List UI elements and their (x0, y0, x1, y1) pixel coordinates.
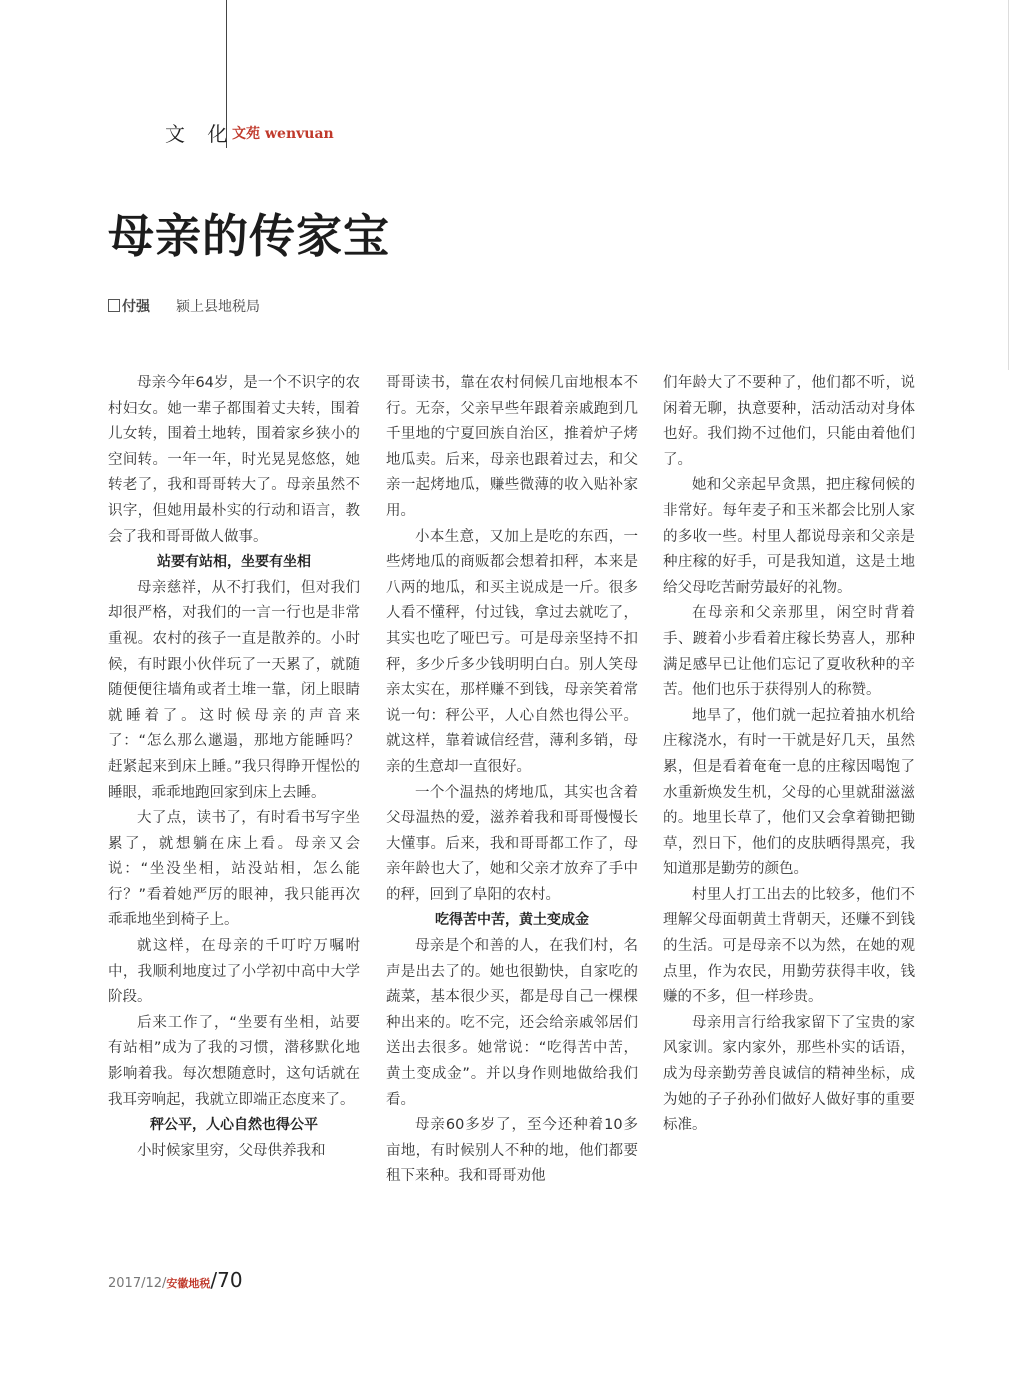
text-column-3 (663, 371, 915, 1139)
paragraph-continued: 哥哥读书，靠在农村伺候几亩地根本不行。无奈，父亲早些年跟着亲戚跑到几千里地的宁夏回族自治区，推着炉子烤地瓜卖。后来，母亲也跟着过去，和父亲一起烤地瓜，赚些微薄的收入贴补家用。 (386, 375, 638, 519)
section-heading: 吃得苦中苦，黄土变成金 (435, 912, 589, 929)
byline (108, 296, 260, 316)
text-column-2 (386, 371, 638, 1190)
author-name: 付强 (122, 299, 150, 315)
magazine-name: 安徽地税 (166, 1277, 211, 1290)
text-column-1 (108, 371, 360, 1164)
paragraph: 母亲是个和善的人，在我们村，名声是出去了的。她也很勤快，自家吃的蔬菜，基本很少买，都是母自己一棵棵种出来的。吃不完，还会给亲戚邻居们送出去很多。她常说：“吃得苦中苦，黄土变成金”。并以身作则地做给我们看。 (386, 938, 638, 1108)
author-affiliation: 颍上县地税局 (176, 299, 260, 315)
column-name-en: wenvuan (265, 126, 334, 142)
section-heading: 秤公平，人心自然也得公平 (150, 1117, 318, 1134)
page-edge (1008, 0, 1020, 370)
author-box-icon (108, 299, 120, 312)
paragraph: 地旱了，他们就一起拉着抽水机给庄稼浇水，有时一干就是好几天，虽然累，但是看着奄奄一息的庄稼因喝饱了水重新焕发生机，父母的心里就甜滋滋的。地里长草了，他们又会拿着锄把锄草，烈日下，他们的皮肤晒得黑亮，我知道那是勤劳的颜色。 (663, 707, 915, 878)
paragraph: 一个个温热的烤地瓜，其实也含着父母温热的爱，滋养着我和哥哥慢慢长大懂事。后来，我和哥哥都工作了，母亲年龄也大了，她和父亲才放弃了手中的秤，回到了阜阳的农村。 (386, 784, 638, 903)
paragraph: 在母亲和父亲那里，闲空时背着手、踱着小步看着庄稼长势喜人，那种满足感早已让他们忘记了夏收秋种的辛苦。他们也乐于获得别人的称赞。 (663, 605, 915, 699)
paragraph: 村里人打工出去的比较多，他们不理解父母面朝黄土背朝天，还赚不到钱的生活。可是母亲不以为然，在她的观点里，作为农民，用勤劳获得丰收，钱赚的不多，但一样珍贵。 (663, 886, 915, 1006)
paragraph: 她和父亲起早贪黑，把庄稼伺候的非常好。每年麦子和玉米都会比别人家的多收一些。村里人都说母亲和父亲是种庄稼的好手，可是我知道，这是土地给父母吃苦耐劳最好的礼物。 (663, 477, 915, 596)
paragraph: 母亲慈祥，从不打我们，但对我们却很严格，对我们的一言一行也是非常重视。农村的孩子一直是散养的。小时候，有时跟小伙伴玩了一天累了，就随随便便往墙角或者土堆一靠，闭上眼睛就睡着了。这时候母亲的声音来了：“怎么那么邋遢，那地方能睡吗？赶紧起来到床上睡。”我只得睁开惺忪的睡眼，乖乖地跑回家到床上去睡。 (108, 579, 360, 801)
section-label: 文 化 (165, 122, 236, 146)
section-heading: 站要有站相，坐要有坐相 (157, 554, 311, 571)
paragraph: 后来工作了，“坐要有坐相，站要有站相”成为了我的习惯，潜移默化地影响着我。每次想随意时，这句话就在我耳旁响起，我就立即端正态度来了。 (108, 1014, 360, 1108)
paragraph-continued: 们年龄大了不要种了，他们都不听，说闲着无聊，执意要种，活动活动对身体也好。我们拗不过他们，只能由着他们了。 (663, 375, 915, 468)
column-name-cn: 文苑 (232, 126, 260, 142)
paragraph: 母亲今年64岁，是一个不识字的农村妇女。她一辈子都围着丈夫转，围着儿女转，围着土地转，围着家乡狭小的空间转。一年一年，时光晃晃悠悠，她转老了，我和哥哥转大了。母亲虽然不识字，但她用最朴实的行动和语言，教会了我和哥哥做人做事。 (108, 375, 360, 545)
paragraph: 母亲60多岁了，至今还种着10多亩地，有时候别人不种的地，他们都要租下来种。我和哥哥劝他 (386, 1117, 638, 1185)
issue-date: 2017/12/ (108, 1276, 167, 1291)
page-footer (108, 1268, 243, 1292)
page-number: /70 (210, 1268, 243, 1292)
column-tag (232, 123, 334, 143)
paragraph: 母亲用言行给我家留下了宝贵的家风家训。家内家外，那些朴实的话语，成为母亲勤劳善良诚信的精神坐标，成为她的子子孙孙们做好人做好事的重要标准。 (663, 1014, 915, 1134)
paragraph: 就这样，在母亲的千叮咛万嘱咐中，我顺利地度过了小学初中高中大学阶段。 (108, 938, 360, 1006)
article-title: 母亲的传家宝 (108, 209, 390, 263)
paragraph: 大了点，读书了，有时看书写字坐累了，就想躺在床上看。母亲又会说：“坐没坐相，站没站相，怎么能行？”看着她严厉的眼神，我只能再次乖乖地坐到椅子上。 (108, 810, 360, 929)
paragraph: 小时候家里穷，父母供养我和 (137, 1142, 326, 1159)
paragraph: 小本生意，又加上是吃的东西，一些烤地瓜的商贩都会想着扣秤，本来是八两的地瓜，和买主说成是一斤。很多人看不懂秤，付过钱，拿过去就吃了，其实也吃了哑巴亏。可是母亲坚持不扣秤，多少斤多少钱明明白白。别人笑母亲太实在，那样赚不到钱，母亲笑着常说一句：秤公平，人心自然也得公平。就这样，靠着诚信经营，薄利多销，母亲的生意却一直很好。 (386, 528, 638, 775)
